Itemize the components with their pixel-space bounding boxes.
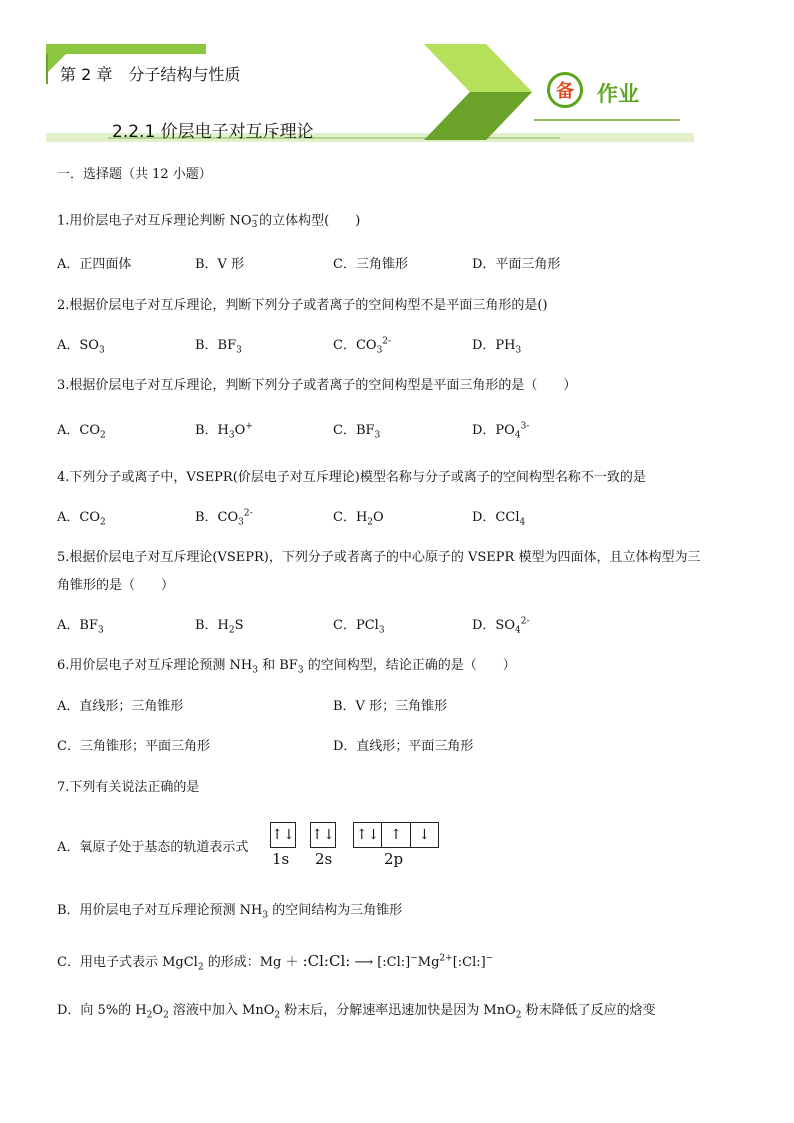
question-1: 1.用价层电子对互斥理论判断 NO− 3 的立体构型( ) <box>57 211 361 230</box>
q5-option-d: D．$SO_4^{2-}$ <box>472 616 530 636</box>
q1-option-d: D．平面三角形 <box>472 257 561 272</box>
q6-option-b: B．V 形；三角锥形 <box>333 699 448 714</box>
question-3: 3.根据价层电子对互斥理论，判断下列分子或者离子的空间构型是平面三角形的是（ ） <box>57 378 577 393</box>
lesson-title: 2.2.1 价层电子对互斥理论 <box>112 122 314 142</box>
question-4: 4.下列分子或离子中，VSEPR(价层电子对互斥理论)模型名称与分子或离子的空间构型名称不一致的是 <box>57 470 646 485</box>
question-7: 7.下列有关说法正确的是 <box>57 780 200 795</box>
q6-option-c: C．三角锥形；平面三角形 <box>57 739 210 754</box>
chapter-title: 第 2 章 分子结构与性质 <box>60 65 241 84</box>
q2-option-c: C．$CO_3^{2-}$ <box>333 336 392 356</box>
q1-option-b: B．V 形 <box>195 257 245 272</box>
q5-option-a: A．$BF_3$ <box>57 618 104 636</box>
badge-label: 作业 <box>597 82 639 106</box>
q2-option-b: B．$BF_3$ <box>195 338 242 356</box>
q6-option-d: D．直线形；平面三角形 <box>333 739 474 754</box>
section-heading: 一．选择题（共 12 小题） <box>57 167 212 182</box>
orbital-box-2p: ↑↓ ↑ ↓ <box>353 822 439 848</box>
q5-option-c: C．PCl$_3$ <box>333 618 385 636</box>
question-2: 2.根据价层电子对互斥理论，判断下列分子或者离子的空间构型不是平面三角形的是() <box>57 298 548 313</box>
orbital-box-2s: ↑↓ <box>310 822 336 848</box>
orbital-box-1s: ↑↓ <box>270 822 296 848</box>
q6-option-a: A．直线形；三角锥形 <box>57 699 184 714</box>
q4-option-a: A．$CO_2$ <box>57 510 106 528</box>
question-5-line1: 5.根据价层电子对互斥理论(VSEPR)，下列分子或者离子的中心原子的 VSEPR 模型为四面体，且立体构型为三 <box>57 550 701 565</box>
q1-option-a: A．正四面体 <box>57 257 132 272</box>
q7-option-b: B．用价层电子对互斥理论预测 $NH_3$ 的空间结构为三角锥形 <box>57 903 403 921</box>
q3-option-a: A．$CO_2$ <box>57 423 106 441</box>
q3-option-d: D．$PO_4^{3-}$ <box>472 421 530 441</box>
q5-option-b: B．$H_2S$ <box>195 618 244 636</box>
q7-option-a: A．氧原子处于基态的轨道表示式 <box>57 840 249 855</box>
q3-option-c: C．$BF_3$ <box>333 423 381 441</box>
badge-icon: 备 <box>547 72 583 108</box>
orbital-label-2p: 2p <box>384 850 404 868</box>
q4-option-d: D．CCl$_4$ <box>472 510 526 528</box>
q2-option-d: D．$PH_3$ <box>472 338 522 356</box>
q1-option-c: C．三角锥形 <box>333 257 408 272</box>
q2-option-a: A．$SO_3$ <box>57 338 105 356</box>
orbital-label-2s: 2s <box>315 850 333 868</box>
q4-option-c: C．$H_2O$ <box>333 510 384 528</box>
q3-option-b: B．$H_3O^+$ <box>195 421 253 441</box>
question-6: 6.用价层电子对互斥理论预测 $NH_3$ 和 $BF_3$ 的空间构型，结论正确的是（ ） <box>57 658 516 676</box>
q4-option-b: B．$CO_3^{2-}$ <box>195 508 253 528</box>
q7-option-c: C．用电子式表示 MgCl$_2$ 的形成：Mg ＋ :Cl:Cl: ⟶ $[:Cl:]^-Mg^{2+}[:Cl:]^-$ <box>57 952 494 973</box>
question-5-line2: 角锥形的是（ ） <box>57 578 175 593</box>
orbital-label-1s: 1s <box>272 850 290 868</box>
q7-option-d: D．向 5%的 $H_2O_2$ 溶液中加入 MnO$_2$ 粉末后，分解速率迅速加快是因为 MnO$_2$ 粉末降低了反应的焓变 <box>57 1003 656 1021</box>
